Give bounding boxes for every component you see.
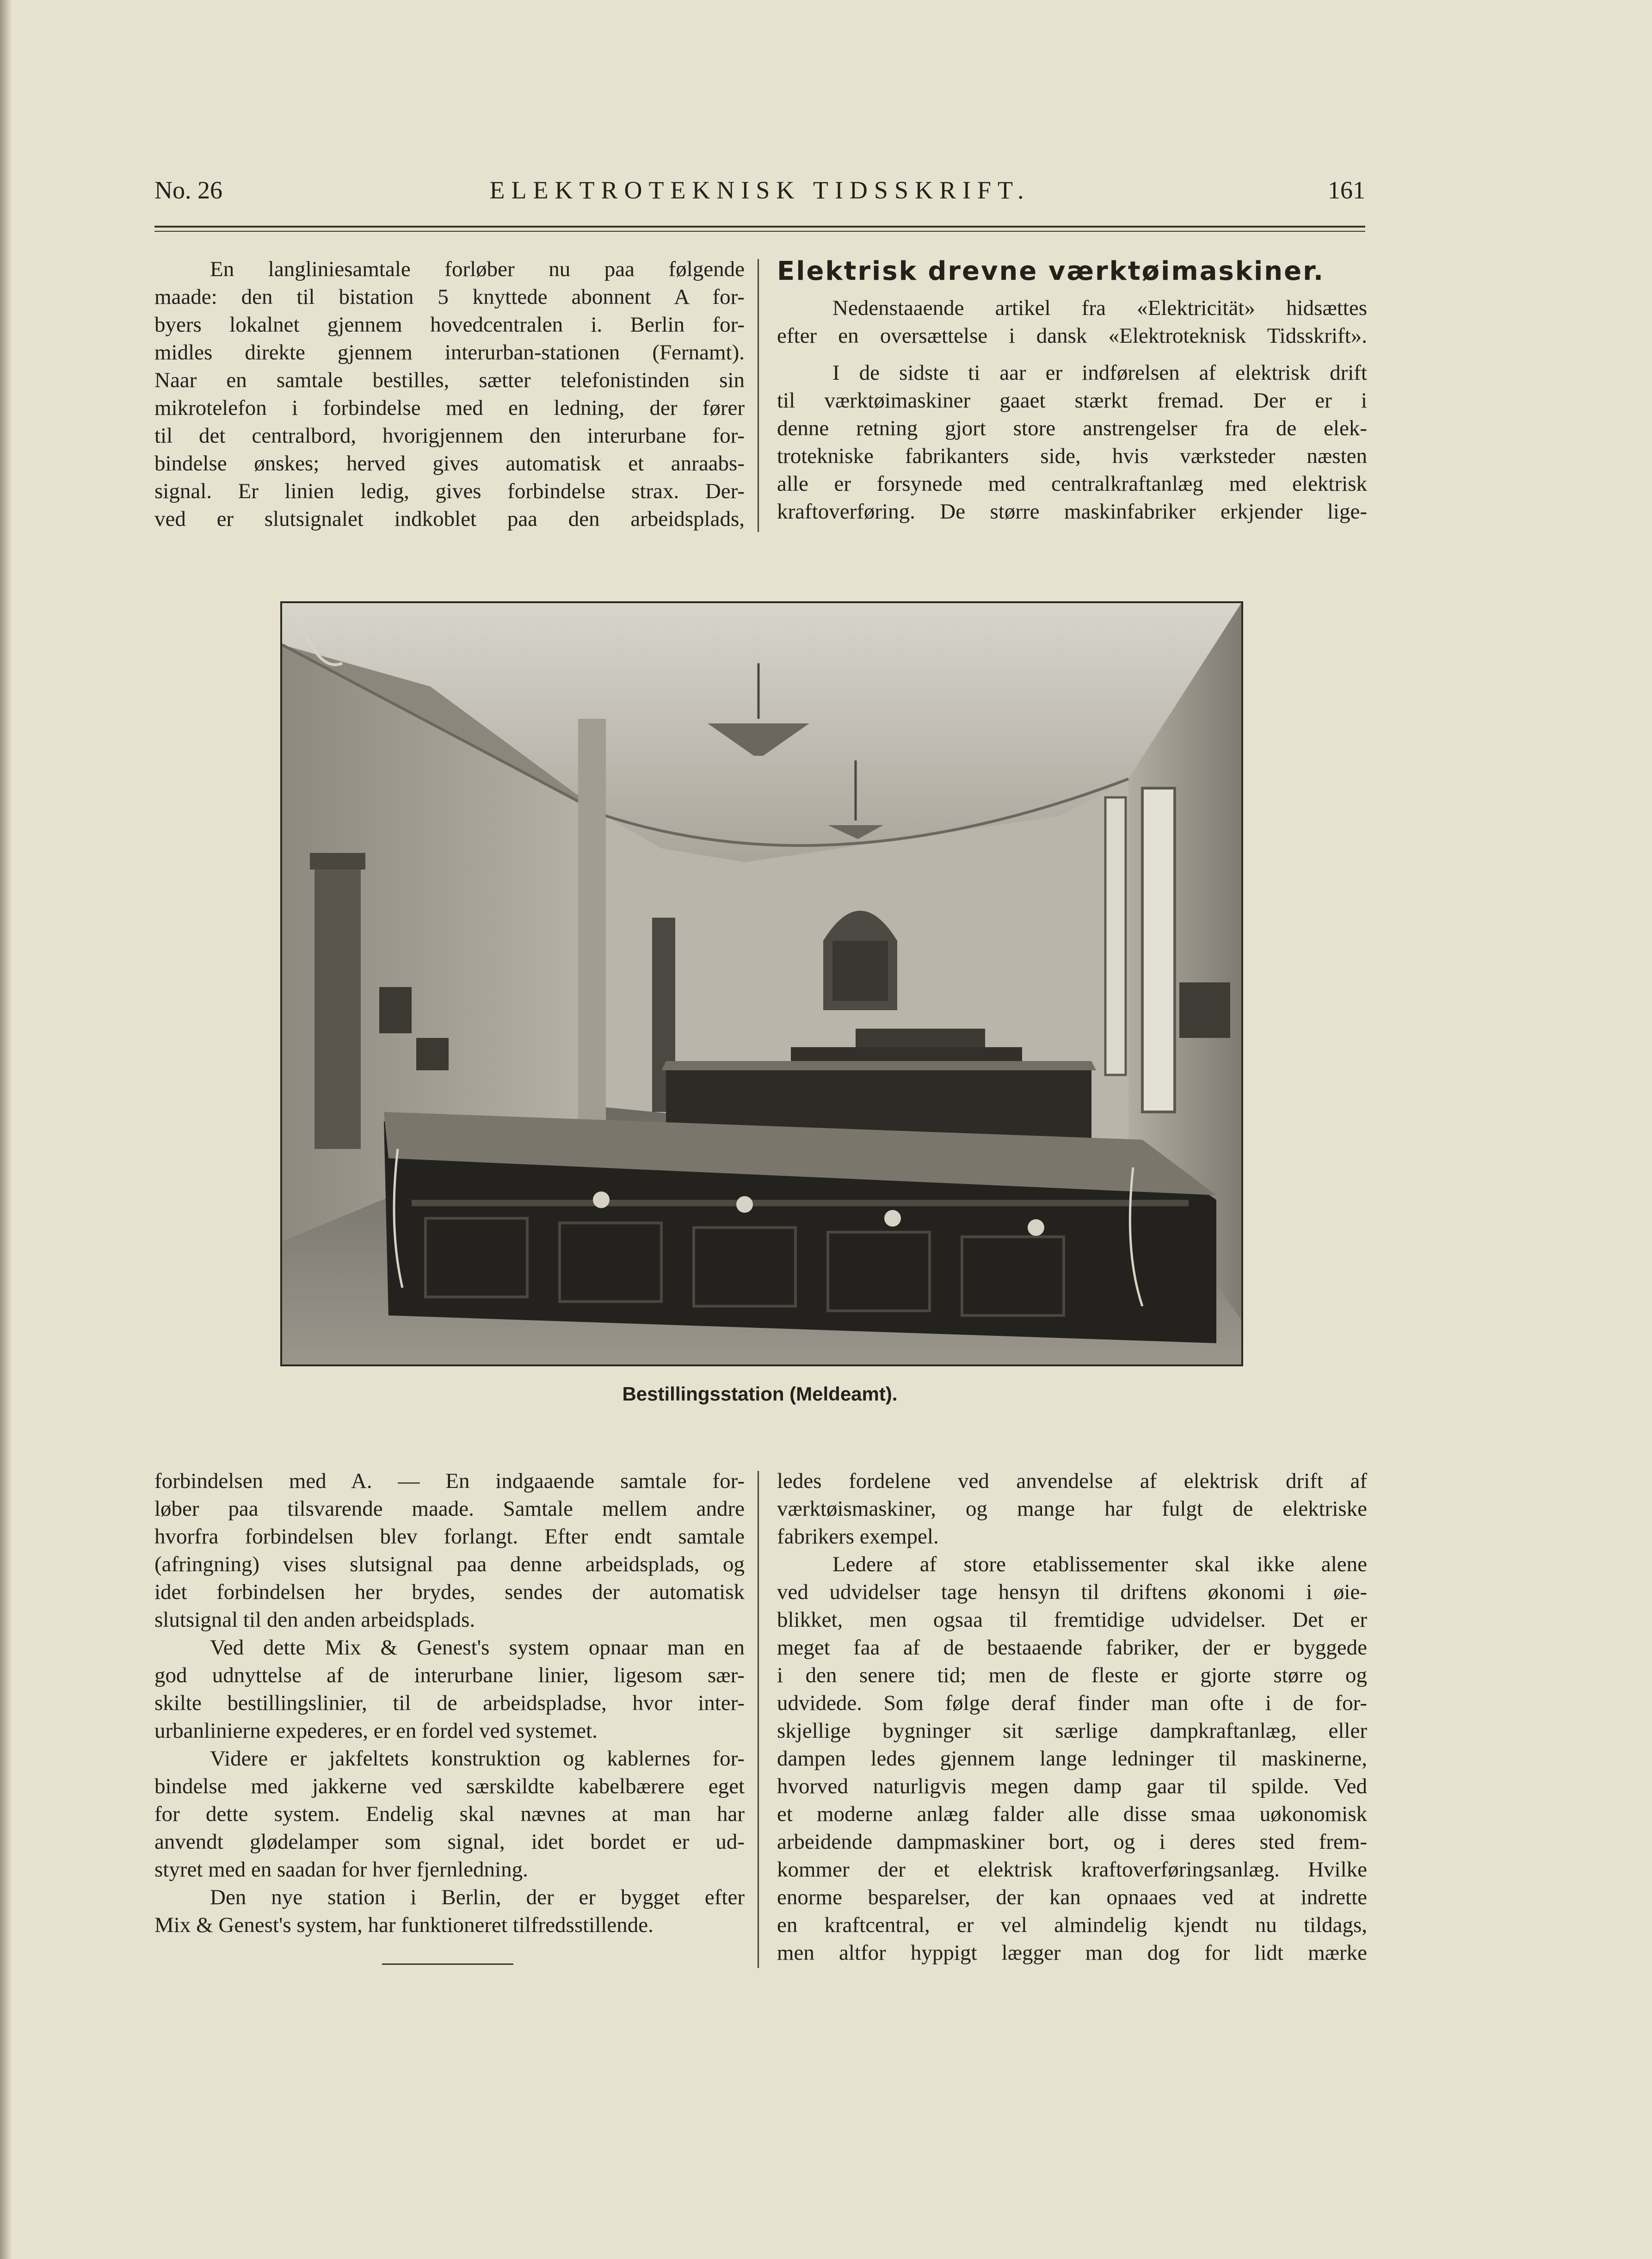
text-line: En langliniesamtale forløber nu paa følgende (210, 257, 745, 281)
text-line: slutsignal til den anden arbeidsplads. (154, 1608, 475, 1632)
text-line: maade: den til bistation 5 knyttede abonnent A for- (154, 285, 745, 309)
text-line: dampen ledes gjennem lange ledninger til maskinerne, (777, 1747, 1367, 1771)
text-line: signal. Er linien ledig, gives forbindelse strax. Der- (154, 479, 745, 503)
text-line: arbeidende dampmaskiner bort, og i deres sted frem- (777, 1830, 1367, 1854)
text-line: fabrikers exempel. (777, 1525, 939, 1549)
text-line: skjellige bygninger sit særlige dampkraftanlæg, eller (777, 1719, 1367, 1743)
text-line: mikrotelefon i forbindelse med en ledning, der fører (154, 396, 745, 420)
text-line: Videre er jakfeltets konstruktion og kablernes for- (210, 1747, 745, 1771)
text-line: Mix & Genest's system, har funktioneret tilfredsstillende. (154, 1913, 653, 1937)
text-line: idet forbindelsen her brydes, sendes der automatisk (154, 1580, 745, 1604)
header-rule-thick (154, 226, 1365, 228)
text-line: Ledere af store etablissementer skal ikke alene (832, 1552, 1367, 1576)
text-line: ved er slutsignalet indkoblet paa den arbeidsplads, (154, 507, 745, 531)
text-line: bindelse med jakkerne ved særskildte kabelbærere eget (154, 1774, 745, 1798)
column-divider (758, 1471, 759, 1968)
text-line: anvendt glødelamper som signal, idet bordet er ud- (154, 1830, 745, 1854)
text-line: Naar en samtale bestilles, sætter telefonistinden sin (154, 368, 745, 392)
running-header (154, 176, 1365, 213)
text-line: god udnyttelse af de interurbane linier, ligesom sær- (154, 1663, 745, 1687)
text-line: kommer der et elektrisk kraftoverføringsanlæg. Hvilke (777, 1858, 1367, 1882)
text-line: midles direkte gjennem interurban-stationen (Fernamt). (154, 340, 745, 364)
header-rule-thin (154, 231, 1365, 232)
column-left-top (154, 255, 745, 533)
page-number: 161 (1328, 176, 1365, 204)
text-line: byers lokalnet gjennem hovedcentralen i. Berlin for- (154, 313, 745, 337)
text-line: denne retning gjort store anstrengelser fra de elek- (777, 416, 1367, 440)
text-line: til det centralbord, hvorigjennem den interurbane for- (154, 424, 745, 448)
text-line: i den senere tid; men de fleste er gjorte større og (777, 1663, 1367, 1687)
intro-line: efter en oversættelse i dansk «Elektroteknisk Tidsskrift». (777, 324, 1367, 348)
text-line: løber paa tilsvarende maade. Samtale mellem andre (154, 1497, 745, 1521)
figure-caption: Bestillingsstation (Meldeamt). (622, 1383, 898, 1405)
column-right-top (777, 255, 1367, 525)
text-line: I de sidste ti aar er indførelsen af elektrisk drift (832, 361, 1367, 385)
text-line: (afringning) vises slutsignal paa denne arbeidsplads, og (154, 1552, 745, 1576)
text-line: udvidede. Som følge deraf finder man ofte i de for- (777, 1691, 1367, 1715)
column-left-bottom (154, 1467, 745, 1939)
text-line: enorme besparelser, der kan opnaaes ved at indrette (777, 1885, 1367, 1909)
text-line: for dette system. Endelig skal nævnes at man har (154, 1802, 745, 1826)
article-title: Elektrisk drevne værktøimaskiner. (777, 256, 1325, 286)
text-line: trotekniske fabrikanters side, hvis værksteder næsten (777, 444, 1367, 468)
text-line: værktøismaskiner, og mange har fulgt de elektriske (777, 1497, 1367, 1521)
telephone-exchange-photo (280, 601, 1243, 1366)
page-binding-edge (0, 0, 12, 2259)
journal-title: ELEKTROTEKNISK TIDSSKRIFT. (489, 176, 1030, 204)
column-right-bottom (777, 1467, 1367, 1967)
text-line: urbanlinierne expederes, er en fordel ved systemet. (154, 1719, 598, 1743)
text-line: hvorved naturligvis megen damp gaar til spilde. Ved (777, 1774, 1367, 1798)
text-line: styret med en saadan for hver fjernledning. (154, 1858, 528, 1882)
text-line: blikket, men ogsaa til fremtidige udvidelser. Det er (777, 1608, 1367, 1632)
text-line: et moderne anlæg falder alle disse smaa uøkonomisk (777, 1802, 1367, 1826)
text-line: kraftoverføring. De større maskinfabriker erkjender lige- (777, 500, 1367, 524)
column-divider (758, 259, 759, 532)
end-of-article-rule (382, 1963, 513, 1965)
text-line: ved udvidelser tage hensyn til driftens økonomi i øie- (777, 1580, 1367, 1604)
text-line: Ved dette Mix & Genest's system opnaar man en (210, 1636, 745, 1660)
text-line: ledes fordelene ved anvendelse af elektrisk drift af (777, 1469, 1367, 1493)
text-line: bindelse ønskes; herved gives automatisk et anraabs- (154, 451, 745, 475)
text-line: forbindelsen med A. — En indgaaende samtale for- (154, 1469, 745, 1493)
text-line: til værktøimaskiner gaaet stærkt fremad. Der er i (777, 389, 1367, 413)
text-line: men altfor hyppigt lægger man dog for lidt mærke (777, 1941, 1367, 1965)
text-line: en kraftcentral, er vel almindelig kjendt nu tildags, (777, 1913, 1367, 1937)
text-line: skilte bestillingslinier, til de arbeidspladse, hvor inter- (154, 1691, 745, 1715)
issue-number: No. 26 (154, 176, 222, 204)
text-line: Den nye station i Berlin, der er bygget efter (210, 1885, 745, 1909)
text-line: alle er forsynede med centralkraftanlæg med elektrisk (777, 472, 1367, 496)
text-line: meget faa af de bestaaende fabriker, der er byggede (777, 1636, 1367, 1660)
text-line: hvorfra forbindelsen blev forlangt. Efter endt samtale (154, 1525, 745, 1549)
intro-line: Nedenstaaende artikel fra «Elektricität» hidsættes (832, 296, 1367, 320)
